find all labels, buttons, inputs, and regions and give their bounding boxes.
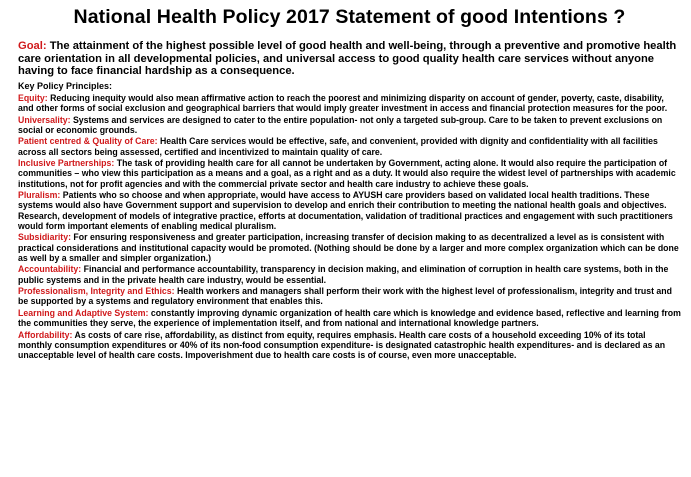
principle-inclusive-partnerships — [18, 158, 681, 189]
principle-learning-adaptive — [18, 308, 681, 328]
principle-text: As costs of care rise, affordability, as distinct from equity, requires emphasis. Health care costs of a household exceeding 10% of its total monthly consumption expenditures or 40% of its non-food consumption expenditure- is designated catastrophic health expenditures- and is declared as an unacceptable level of health care costs. Impoverishment due to health care costs is of course, even more unacceptable. — [18, 329, 666, 361]
principle-label: Equity: — [18, 92, 48, 103]
principle-subsidiarity — [18, 232, 681, 263]
goal-label: Goal: — [18, 40, 47, 52]
principle-label: Accountability: — [18, 264, 82, 275]
principle-patient-centred — [18, 136, 681, 156]
principle-text: constantly improving dynamic organization of health care which is knowledge and evidence based, reflective and learning from the communities they serve, the experience of implementation itself, and from national and international knowledge partners. — [18, 307, 681, 329]
principle-professionalism — [18, 286, 681, 306]
slide-title: National Health Policy 2017 Statement of good Intentions ? — [73, 6, 626, 28]
goal-statement — [18, 40, 681, 78]
principle-text: Systems and services are designed to cater to the entire population- not only a targeted sub-group. Care to be taken to prevent exclusions on social or economic grounds. — [18, 114, 663, 135]
principle-label: Inclusive Partnerships: — [18, 158, 115, 169]
goal-text: The attainment of the highest possible level of good health and well-being, through a preventive and promotive health care orientation in all developmental policies, and universal access to good quality health care services without anyone having to face financial hardship as a consequence. — [18, 40, 677, 78]
principle-text: Health Care services would be effective, safe, and convenient, provided with dignity and confidentiality with all facilities across all sectors being assessed, certified and incentivized to maintain quality of care. — [18, 136, 658, 157]
principle-text: For ensuring responsiveness and greater participation, increasing transfer of decision making to as decentralized a level as is consistent with practical considerations and institutional capacity would be promoted. (Nothing should be done by a larger and more complex organization which can be done as well by a smaller and simpler organization.) — [18, 232, 679, 263]
principle-universality — [18, 115, 681, 135]
principle-accountability — [18, 264, 681, 284]
principle-label: Affordability: — [18, 329, 73, 340]
principle-text: Health workers and managers shall perform their work with the highest level of professionalism, integrity and trust and be supported by a systems and regulatory environment that enables this. — [18, 286, 672, 307]
principle-label: Pluralism: — [18, 190, 61, 201]
principle-label: Subsidiarity: — [18, 232, 71, 243]
principle-label: Patient centred & Quality of Care: — [18, 136, 158, 147]
principle-text: Financial and performance accountability, transparency in decision making, and elimination of corruption in health care systems, both in the public systems and in the private health care industry, would be essential. — [18, 264, 669, 285]
principle-text: The task of providing health care for all cannot be undertaken by Government, acting alone. It would also require the participation of communities – who view this participation as a means and a goal, as a right and as a duty. It would also require the widest level of partnerships with academic institutions, not for profit agencies and with the commercial private sector and health care industry to achieve these goals. — [18, 158, 676, 189]
principle-label: Learning and Adaptive System: — [18, 307, 149, 318]
principle-equity — [18, 93, 681, 113]
principle-text: Reducing inequity would also mean affirmative action to reach the poorest and minimizing disparity on account of gender, poverty, caste, disability, and other forms of social exclusion and geographical barriers that would imply greater investment in access and financial protection measures for the poor. — [18, 92, 668, 113]
principle-affordability — [18, 330, 681, 361]
principle-pluralism — [18, 190, 681, 231]
principle-label: Universality: — [18, 114, 71, 125]
key-principles-heading: Key Policy Principles: — [18, 80, 113, 91]
principle-text: Patients who so choose and when appropriate, would have access to AYUSH care providers based on validated local health traditions. These systems would also have Government support and supervision to develop and enrich their contribution to meeting the national health goals and objectives. Research, development of models of integrative practice, efforts at documentation, validation of traditional practices and engagement with such practitioners would form important elements of enabling medical pluralism. — [18, 190, 673, 231]
principle-label: Professionalism, Integrity and Ethics: — [18, 286, 175, 297]
